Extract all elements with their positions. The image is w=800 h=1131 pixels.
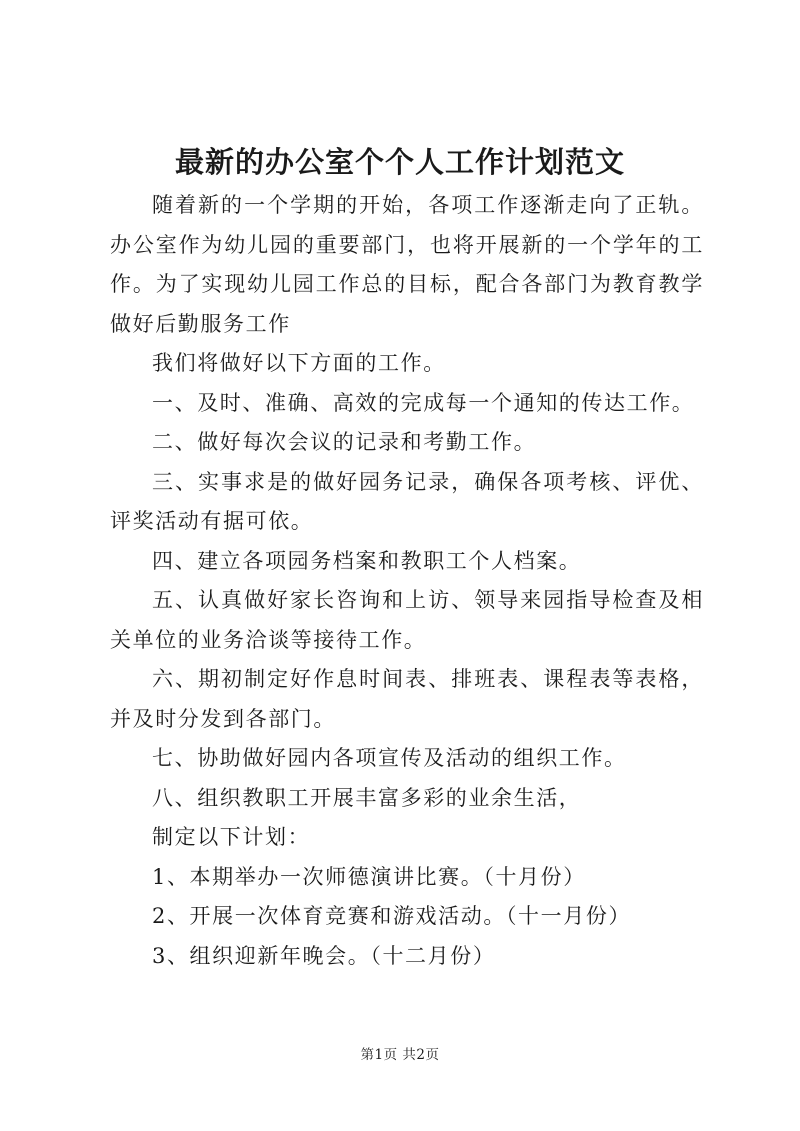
list-item: 二、做好每次会议的记录和考勤工作。: [152, 430, 537, 454]
list-item: 七、协助做好园内各项宣传及活动的组织工作。: [152, 746, 627, 770]
list-item: 三、实事求是的做好园务记录，确保各项考核、评优、评奖活动有据可依。: [110, 469, 704, 533]
list-item: 六、期初制定好作息时间表、排班表、课程表等表格，并及时分发到各部门。: [110, 667, 704, 731]
document-body: [110, 186, 704, 976]
page-title: 最新的办公室个个人工作计划范文: [174, 145, 625, 179]
list-item: 五、认真做好家长咨询和上访、领导来园指导检查及相关单位的业务洽谈等接待工作。: [110, 588, 704, 652]
plan-heading: 制定以下计划：: [152, 825, 311, 849]
plan-item: 2、开展一次体育竞赛和游戏活动。（十一月份）: [152, 904, 632, 928]
page-number: 第1页 共2页: [360, 1047, 440, 1063]
paragraph-intro: 随着新的一个学期的开始，各项工作逐渐走向了正轨。办公室作为幼儿园的重要部门，也将开展新的一个学年的工作。为了实现幼儿园工作总的目标，配合各部门为教育教学做好后勤服务工作: [110, 193, 704, 336]
list-item: 一、及时、准确、高效的完成每一个通知的传达工作。: [152, 390, 695, 415]
plan-item: 3、组织迎新年晚会。（十二月份）: [152, 943, 496, 968]
list-item: 四、建立各项园务档案和教职工个人档案。: [152, 548, 582, 573]
list-item: 八、组织教职工开展丰富多彩的业余生活，: [152, 785, 582, 810]
plan-item: 1、本期举办一次师德演讲比赛。（十月份）: [152, 864, 586, 889]
paragraph-lead: 我们将做好以下方面的工作。: [152, 351, 446, 375]
